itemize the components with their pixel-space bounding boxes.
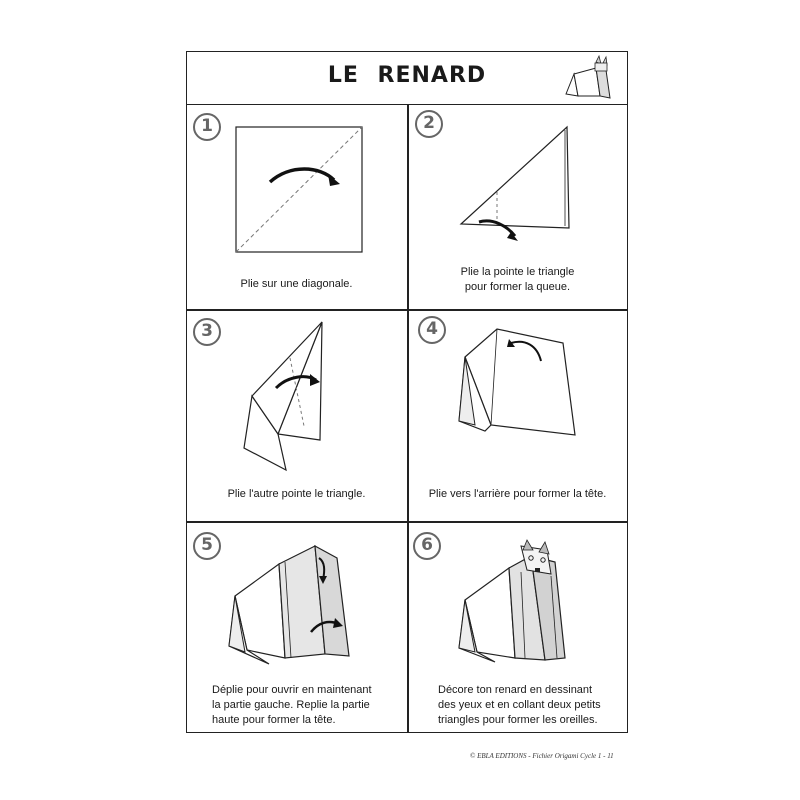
- caption-line: triangles pour former les oreilles.: [438, 714, 598, 726]
- step-5-diagram: [225, 540, 375, 670]
- caption-line: Décore ton renard en dessinant: [438, 684, 593, 696]
- step-caption: Plie l'autre pointe le triangle.: [227, 488, 366, 500]
- step-number: 5: [193, 532, 221, 560]
- step-caption: [407, 265, 628, 295]
- step-3-diagram: [240, 318, 340, 478]
- step-number: 3: [193, 318, 221, 346]
- row-divider: [186, 309, 628, 311]
- step-caption: [212, 683, 402, 728]
- step-1-diagram: [230, 122, 370, 257]
- caption-line: Déplie pour ouvrir en maintenant: [212, 684, 372, 696]
- step-4-diagram: [455, 325, 585, 445]
- step-2-diagram: [455, 122, 580, 242]
- page-footer: © EBLA EDITIONS - Fichier Origami Cycle 1 - 11: [470, 752, 614, 760]
- caption-line: la partie gauche. Replie la partie: [212, 699, 370, 711]
- step-number: 1: [193, 113, 221, 141]
- step-number: 2: [415, 110, 443, 138]
- step-number: 4: [418, 316, 446, 344]
- caption-line: pour former la queue.: [464, 281, 571, 293]
- row-divider: [186, 521, 628, 523]
- step-6-diagram: [455, 540, 595, 670]
- step-number: 6: [413, 532, 441, 560]
- step-caption: Plie sur une diagonale.: [240, 278, 353, 290]
- step-caption: [438, 683, 628, 728]
- column-divider: [407, 104, 409, 733]
- caption-line: des yeux et en collant deux petits: [438, 699, 601, 711]
- caption-line: Plie la pointe le triangle: [460, 266, 575, 278]
- finished-fox-thumbnail: [560, 56, 616, 102]
- caption-line: haute pour former la tête.: [212, 714, 336, 726]
- step-caption: Plie vers l'arrière pour former la tête.: [428, 488, 607, 500]
- page-title: LE RENARD: [327, 63, 487, 88]
